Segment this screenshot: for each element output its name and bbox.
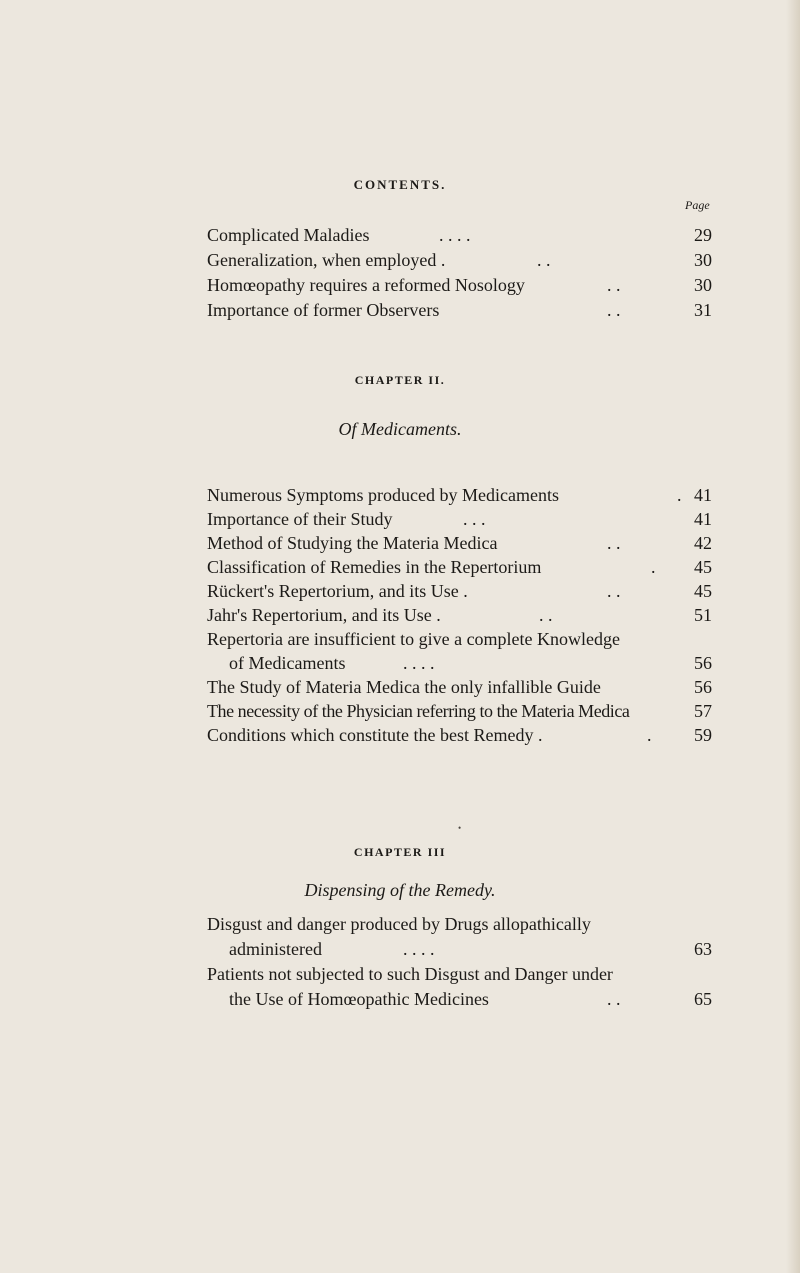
toc-entry-title: Patients not subjected to such Disgust and Danger under xyxy=(207,964,613,984)
running-head: CONTENTS. xyxy=(353,177,447,192)
toc-entry-leader: . . xyxy=(607,533,621,553)
toc-entry-leader: . xyxy=(677,485,682,505)
toc-entry-leader: . . xyxy=(607,275,621,295)
page-edge-shadow xyxy=(786,0,800,1273)
toc-entry-title: The Study of Materia Medica the only infallible Guide xyxy=(207,677,601,697)
toc-entry-title: Importance of former Observers xyxy=(207,300,440,320)
toc-entry-page: 51 xyxy=(694,605,712,625)
chapter-subtitle: Dispensing of the Remedy. xyxy=(304,880,496,900)
toc-entry-title: Complicated Maladies xyxy=(207,225,370,245)
toc-entry-title: Jahr's Repertorium, and its Use . xyxy=(207,605,441,625)
toc-entry-title: The necessity of the Physician referring to the Materia Medica xyxy=(207,701,630,721)
toc-entry-leader: . . xyxy=(539,605,553,625)
chapter-subtitle: Of Medicaments. xyxy=(338,419,462,439)
toc-entry-title: Method of Studying the Materia Medica xyxy=(207,533,498,553)
toc-entry-leader: . . . . xyxy=(403,939,435,959)
toc-entry-title: Conditions which constitute the best Remedy . xyxy=(207,725,543,745)
toc-entry-title: Homœopathy requires a reformed Nosology xyxy=(207,275,525,295)
toc-entry-leader: . xyxy=(651,557,656,577)
toc-entry-title: Rückert's Repertorium, and its Use . xyxy=(207,581,468,601)
toc-entry-leader: . xyxy=(647,725,652,745)
toc-entry-title: Disgust and danger produced by Drugs allopathically xyxy=(207,914,591,934)
toc-entry-page: 29 xyxy=(694,225,712,245)
toc-entry-page: 45 xyxy=(694,557,712,577)
toc-entry-leader: . . xyxy=(607,989,621,1009)
toc-entry-page: 30 xyxy=(694,250,712,270)
toc-entry-title: Repertoria are insufficient to give a complete Knowledge xyxy=(207,629,621,649)
page-column-label: Page xyxy=(685,198,710,212)
chapter-heading: CHAPTER III xyxy=(353,845,447,859)
ink-speck: • xyxy=(458,823,462,833)
toc-entry-title: the Use of Homœopathic Medicines xyxy=(229,989,489,1009)
toc-entry-title: Numerous Symptoms produced by Medicaments xyxy=(207,485,559,505)
toc-entry-page: 56 xyxy=(694,677,712,697)
toc-entry-page: 41 xyxy=(694,509,712,529)
toc-entry-leader: . . xyxy=(537,250,551,270)
toc-entry-title: Importance of their Study xyxy=(207,509,393,529)
toc-entry-page: 45 xyxy=(694,581,712,601)
toc-entry-leader: . . . . xyxy=(403,653,435,673)
toc-entry-leader: . . . . xyxy=(439,225,471,245)
toc-entry-page: 41 xyxy=(694,485,712,505)
toc-entry-leader: . . xyxy=(607,581,621,601)
toc-entry-title: Classification of Remedies in the Repertorium xyxy=(207,557,542,577)
toc-entry-page: 57 xyxy=(694,701,712,721)
chapter-heading: CHAPTER II. xyxy=(354,373,446,387)
toc-entry-page: 31 xyxy=(694,300,712,320)
toc-entry-page: 30 xyxy=(694,275,712,295)
toc-entry-leader: . . xyxy=(607,300,621,320)
toc-entry-title: administered xyxy=(229,939,322,959)
toc-entry-page: 56 xyxy=(694,653,712,673)
toc-entry-title: of Medicaments xyxy=(229,653,346,673)
toc-entry-page: 59 xyxy=(694,725,712,745)
toc-entry-title: Generalization, when employed . xyxy=(207,250,446,270)
toc-entry-page: 42 xyxy=(694,533,712,553)
toc-entry-leader: . . . xyxy=(463,509,486,529)
toc-entry-page: 63 xyxy=(694,939,712,959)
toc-entry-page: 65 xyxy=(694,989,712,1009)
